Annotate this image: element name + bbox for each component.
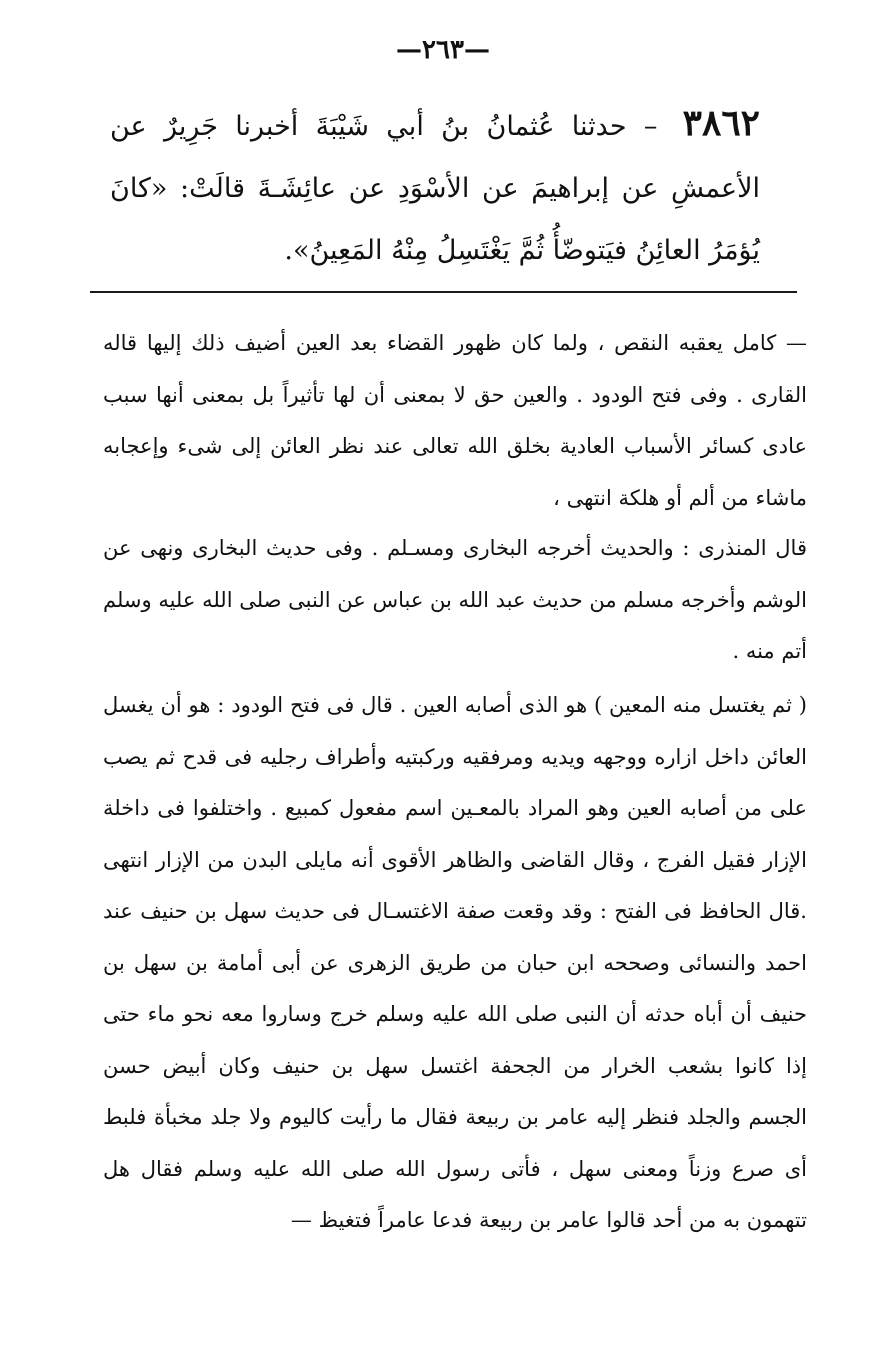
commentary-paragraph-2: قال المنذرى : والحديث أخرجه البخارى ومسـلم . وفى حديث البخارى ونهى عن الوشم وأخرجه مسلم من حديث عبد الله بن عباس عن النبى صلى الله عليه وسلم أتم منه . (103, 536, 807, 663)
commentary-paragraph-3: ( ثم يغتسل منه المعين ) هو الذى أصابه العين . قال فى فتح الودود : هو أن يغسل العائن داخل ازاره ووجهه ويديه ومرفقيه وركبتيه وأطراف رجليه فى قدح ثم يصب على من أصابه العين وهو المراد بالمعـين اسم مفعول كمبيع . واختلفوا فى داخلة الإزار فقيل الفرج ، وقال القاضى والظاهر الأقوى أنه مايلى البدن من الإزار انتهى .قال الحافظ فى الفتح : وقد وقعت صفة الاغتسـال فى حديث سهل بن حنيف عند احمد والنسائى وصححه ابن حبان من طريق الزهرى عن أبى أمامة بن سهل بن حنيف أن أباه حدثه أن النبى صلى الله عليه وسلم خرج وساروا معه نحو ماء حتى إذا كانوا بشعب الخرار من الجحفة اغتسل سهل بن حنيف وكان أبيض حسن الجسم والجلد فنظر إليه عامر بن ربيعة فقال ما رأيت كاليوم ولا جلد مخبأة فلبط أى صرع وزناً ومعنى سهل ، فأتى رسول الله صلى الله عليه وسلم فقال هل تتهمون به من أحد قالوا عامر بن ربيعة فدعا عامراً فتغيظ — (103, 693, 807, 1232)
commentary-paragraph-1: — كامل يعقبه النقص ، ولما كان ظهور القضاء بعد العين أضيف ذلك إليها قاله القارى . وفى فتح الودود . والعين حق لا بمعنى أن لها تأثيراً بل بمعنى أنها سبب عادى كسائر الأسباب العادية بخلق الله تعالى عند نظر العائن إلى شىء وإعجابه ماشاء من ألم أو هلكة انتهى ، (103, 331, 807, 510)
section-divider (90, 291, 797, 293)
hadith-number: ٣٨٦٢ (682, 102, 760, 144)
hadith-block (110, 92, 760, 282)
hadith-text: – حدثنا عُثمانُ بنُ أبي شَيْبَةَ أخبرنا جَرِيرٌ عن الأعمشِ عن إبراهيمَ عن الأسْوَدِ عن عائِشَـةَ قالَتْ: «كانَ يُؤمَرُ العائِنُ فيَتوضّأُ ثُمَّ يَغْتَسِلُ مِنْهُ المَعِينُ». (110, 111, 760, 266)
page-number: —٢٦٣— (396, 35, 490, 65)
